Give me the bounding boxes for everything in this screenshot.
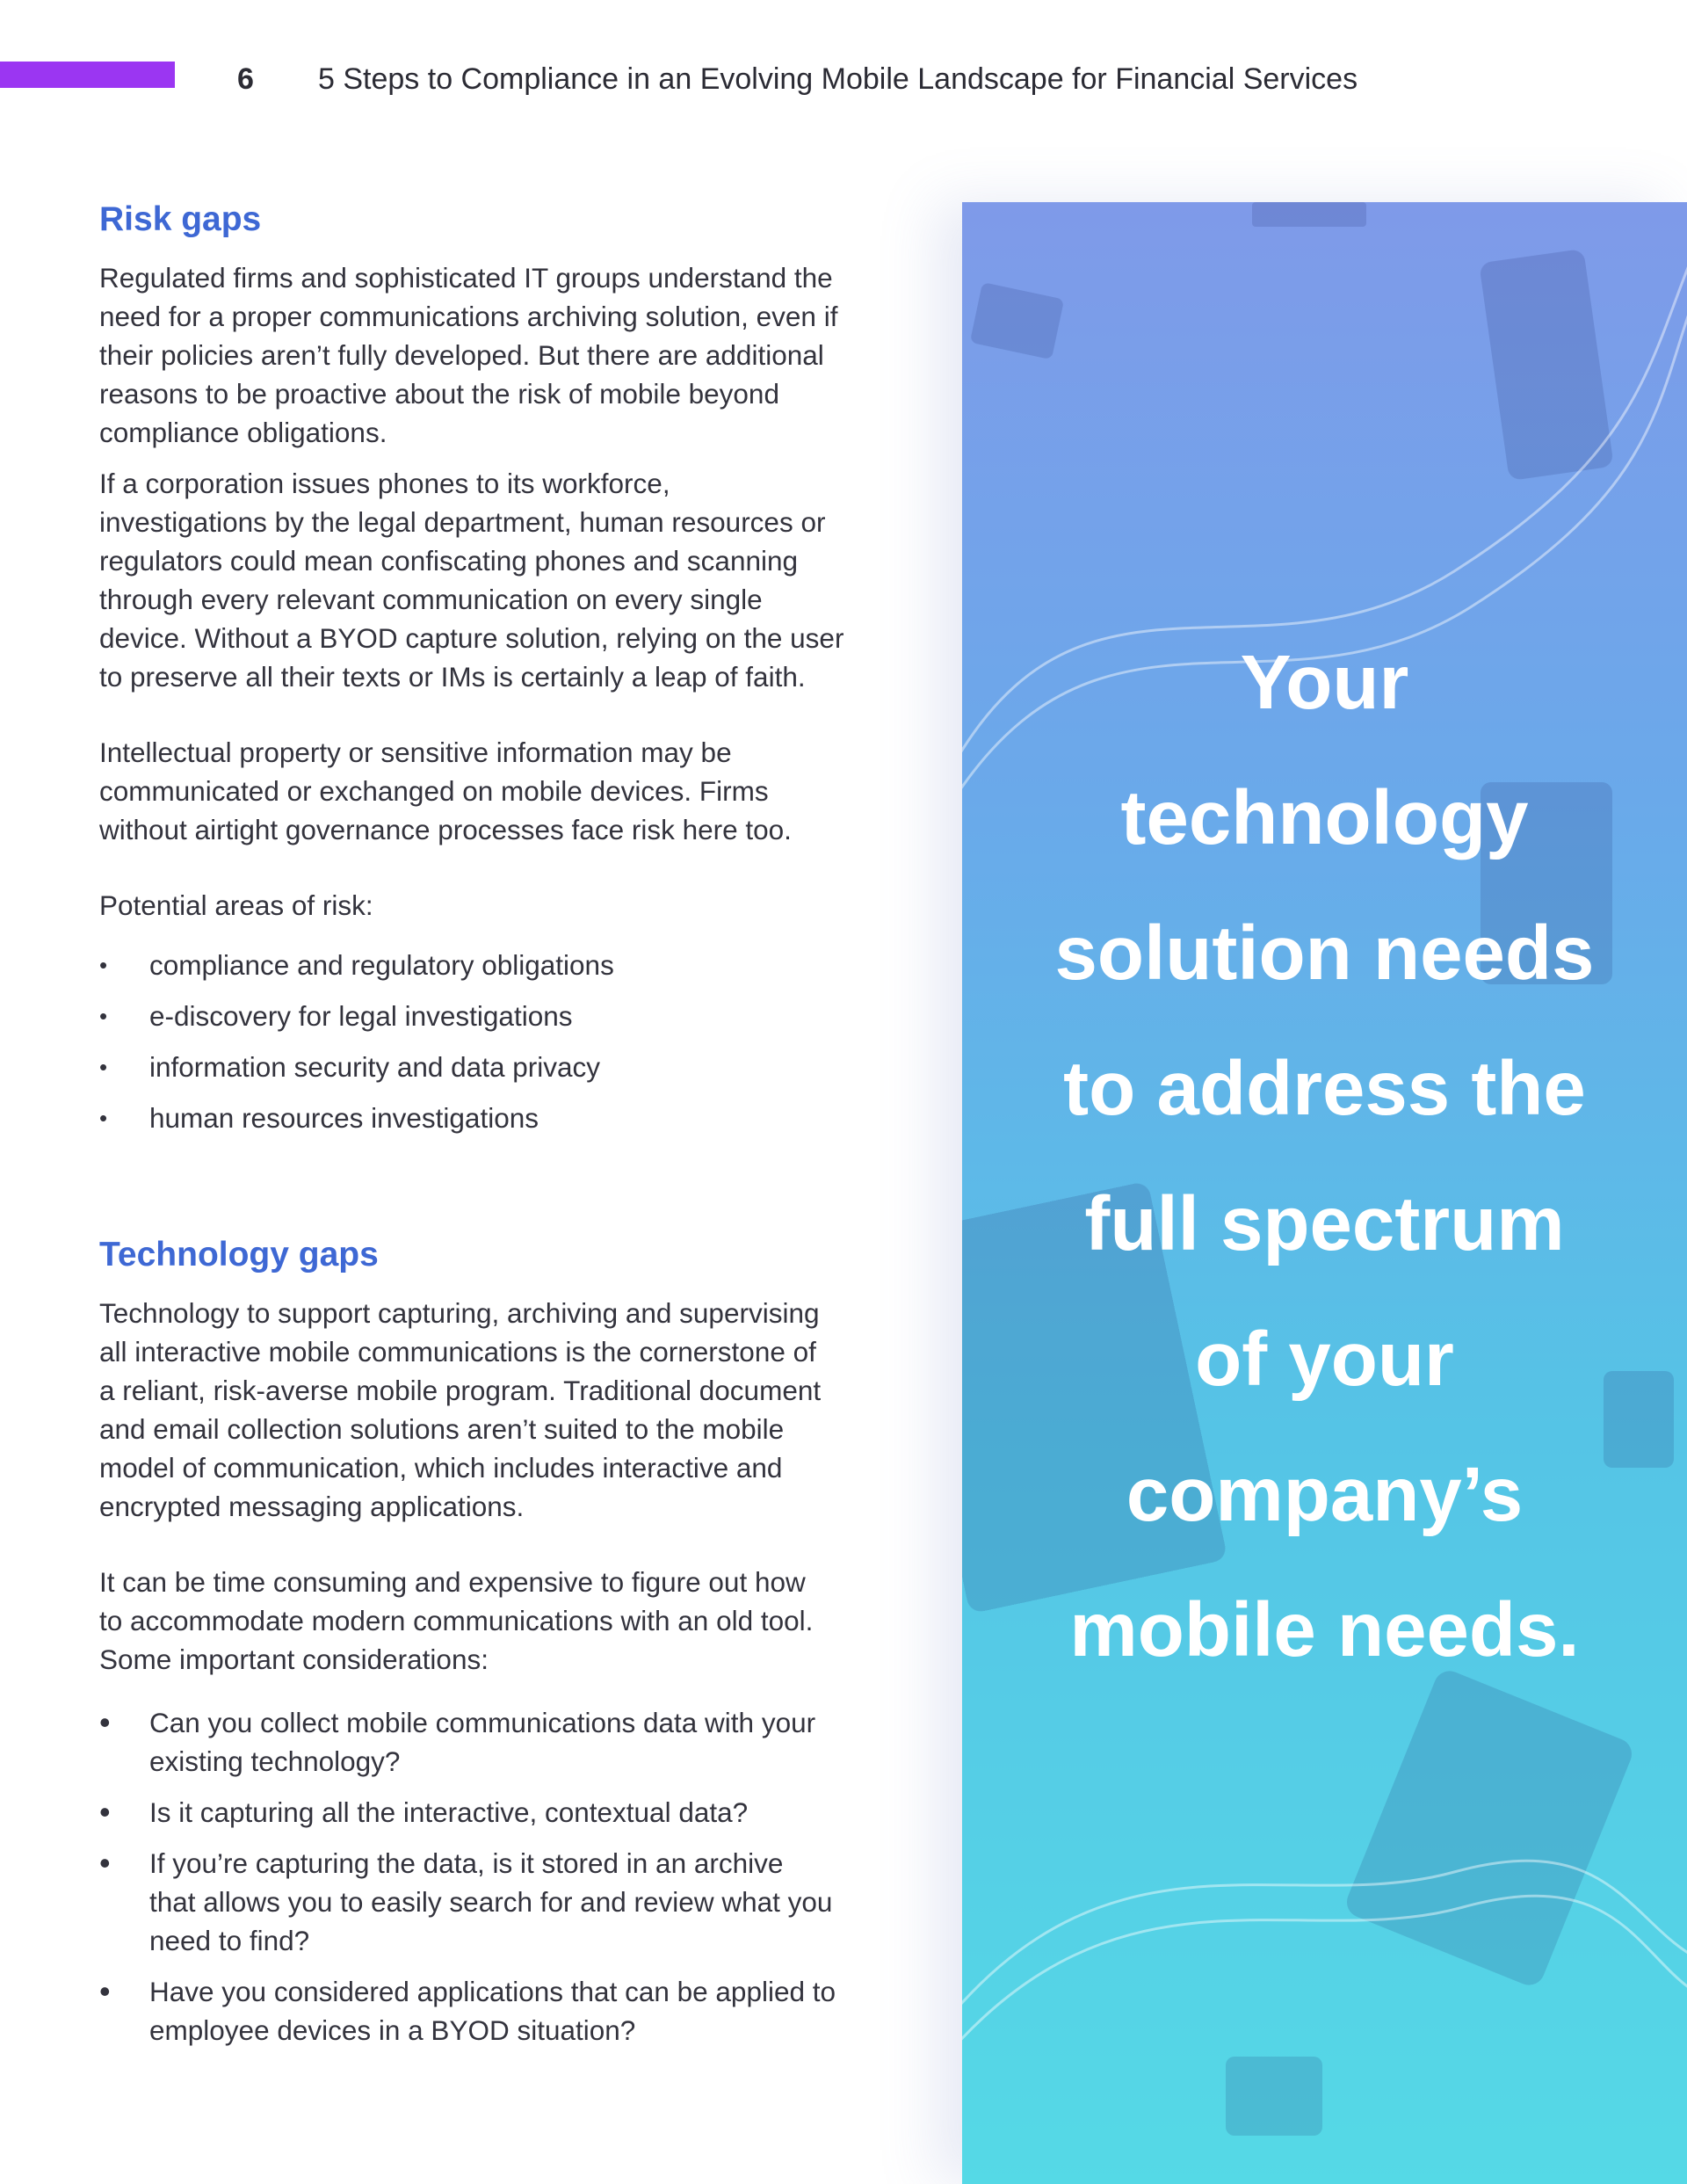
list-item-text: information security and data privacy <box>149 1051 600 1083</box>
pull-quote-line: to address the <box>1063 1046 1586 1131</box>
pull-quote-line: technology <box>1120 775 1529 860</box>
bullet: • <box>99 1794 111 1830</box>
bullet: • <box>99 1845 111 1881</box>
list-item-text: employee devices in a BYOD situation? <box>149 2014 636 2046</box>
bullet: • <box>99 1704 111 1740</box>
bullet: • <box>99 1973 111 2009</box>
list-item <box>99 1703 894 1781</box>
list-item-text: that allows you to easily search for and review what you <box>149 1886 833 1918</box>
list-item-text: Can you collect mobile communications data with your <box>149 1707 816 1738</box>
considerations-list <box>99 1703 894 2050</box>
text-line: a reliant, risk-averse mobile program. Traditional document <box>99 1375 822 1406</box>
text-line: Technology to support capturing, archiving and supervising <box>99 1297 820 1329</box>
text-line: through every relevant communication on every single <box>99 584 763 615</box>
list-item-text: Have you considered applications that can be applied to <box>149 1976 836 2007</box>
text-line: all interactive mobile communications is the cornerstone of <box>99 1336 816 1368</box>
text-line: communicated or exchanged on mobile devices. Firms <box>99 775 769 807</box>
bullet: • <box>99 1054 108 1080</box>
list-item-text: Is it capturing all the interactive, contextual data? <box>149 1796 749 1828</box>
risk-list-intro <box>99 886 894 925</box>
list-item <box>99 1048 894 1086</box>
text-line: Regulated firms and sophisticated IT groups understand the <box>99 262 833 294</box>
list-item-text: human resources investigations <box>149 1102 539 1134</box>
text-line: regulators could mean confiscating phones and scanning <box>99 545 799 577</box>
main-column <box>99 195 894 2062</box>
tech-paragraph-1 <box>99 1294 894 1526</box>
tablet-shape <box>1479 249 1614 481</box>
pull-quote-line: mobile needs. <box>1069 1587 1580 1672</box>
page-header <box>237 60 1358 98</box>
accent-bar <box>0 62 175 88</box>
list-item-text: existing technology? <box>149 1745 401 1777</box>
bullet: • <box>99 952 108 978</box>
tech-paragraph-2 <box>99 1563 894 1679</box>
text-line: It can be time consuming and expensive to figure out how <box>99 1566 806 1598</box>
pull-quote-line: full spectrum <box>1084 1181 1565 1266</box>
text-line: Potential areas of risk: <box>99 889 373 921</box>
pull-quote-panel <box>962 202 1687 2184</box>
pull-quote-line: of your <box>1195 1317 1454 1402</box>
pull-quote <box>962 615 1687 1698</box>
text-line: to preserve all their texts or IMs is certainly a leap of faith. <box>99 661 806 693</box>
section-heading-technology-gaps: Technology gaps <box>99 1236 379 1273</box>
section-heading-risk-gaps: Risk gaps <box>99 200 262 238</box>
text-line: Intellectual property or sensitive information may be <box>99 736 732 768</box>
list-item-text: e-discovery for legal investigations <box>149 1000 573 1032</box>
list-item-text: need to find? <box>149 1925 310 1956</box>
risk-areas-list <box>99 946 894 1137</box>
pull-quote-line: company’s <box>1126 1452 1524 1537</box>
text-line: and email collection solutions aren’t suited to the mobile <box>99 1413 785 1445</box>
text-line: Some important considerations: <box>99 1643 489 1675</box>
list-item-text: compliance and regulatory obligations <box>149 949 614 981</box>
list-item <box>99 1972 894 2050</box>
bullet: • <box>99 1105 108 1131</box>
risk-paragraph-3 <box>99 733 894 849</box>
document-title: 5 Steps to Compliance in an Evolving Mobile Landscape for Financial Services <box>318 62 1358 96</box>
bullet: • <box>99 1003 108 1029</box>
text-line: device. Without a BYOD capture solution, relying on the user <box>99 622 844 654</box>
phone-shape <box>1226 2057 1322 2136</box>
risk-paragraph-2 <box>99 464 894 696</box>
list-item <box>99 1844 894 1960</box>
card-shape <box>1252 202 1366 227</box>
list-item-text: If you’re capturing the data, is it stored in an archive <box>149 1847 784 1879</box>
text-line: encrypted messaging applications. <box>99 1491 525 1522</box>
pull-quote-line: Your <box>1240 640 1409 725</box>
technology-gaps-section <box>99 1230 894 2050</box>
text-line: investigations by the legal department, human resources or <box>99 506 826 538</box>
page-number: 6 <box>237 62 254 96</box>
text-line: If a corporation issues phones to its workforce, <box>99 468 670 499</box>
text-line: without airtight governance processes face risk here too. <box>99 814 792 845</box>
pull-quote-line: solution needs <box>1054 911 1595 996</box>
phone-shape <box>970 282 1064 359</box>
text-line: to accommodate modern communications with an old tool. <box>99 1605 814 1636</box>
text-line: compliance obligations. <box>99 417 387 448</box>
risk-paragraph-1 <box>99 258 894 452</box>
tablet-shape <box>1343 1666 1637 1990</box>
text-line: need for a proper communications archiving solution, even if <box>99 301 838 332</box>
list-item <box>99 1099 894 1137</box>
text-line: their policies aren’t fully developed. But there are additional <box>99 339 824 371</box>
text-line: model of communication, which includes interactive and <box>99 1452 783 1484</box>
list-item <box>99 997 894 1035</box>
list-item <box>99 946 894 984</box>
list-item <box>99 1793 894 1832</box>
risk-gaps-section <box>99 195 894 1137</box>
text-line: reasons to be proactive about the risk of mobile beyond <box>99 378 779 410</box>
